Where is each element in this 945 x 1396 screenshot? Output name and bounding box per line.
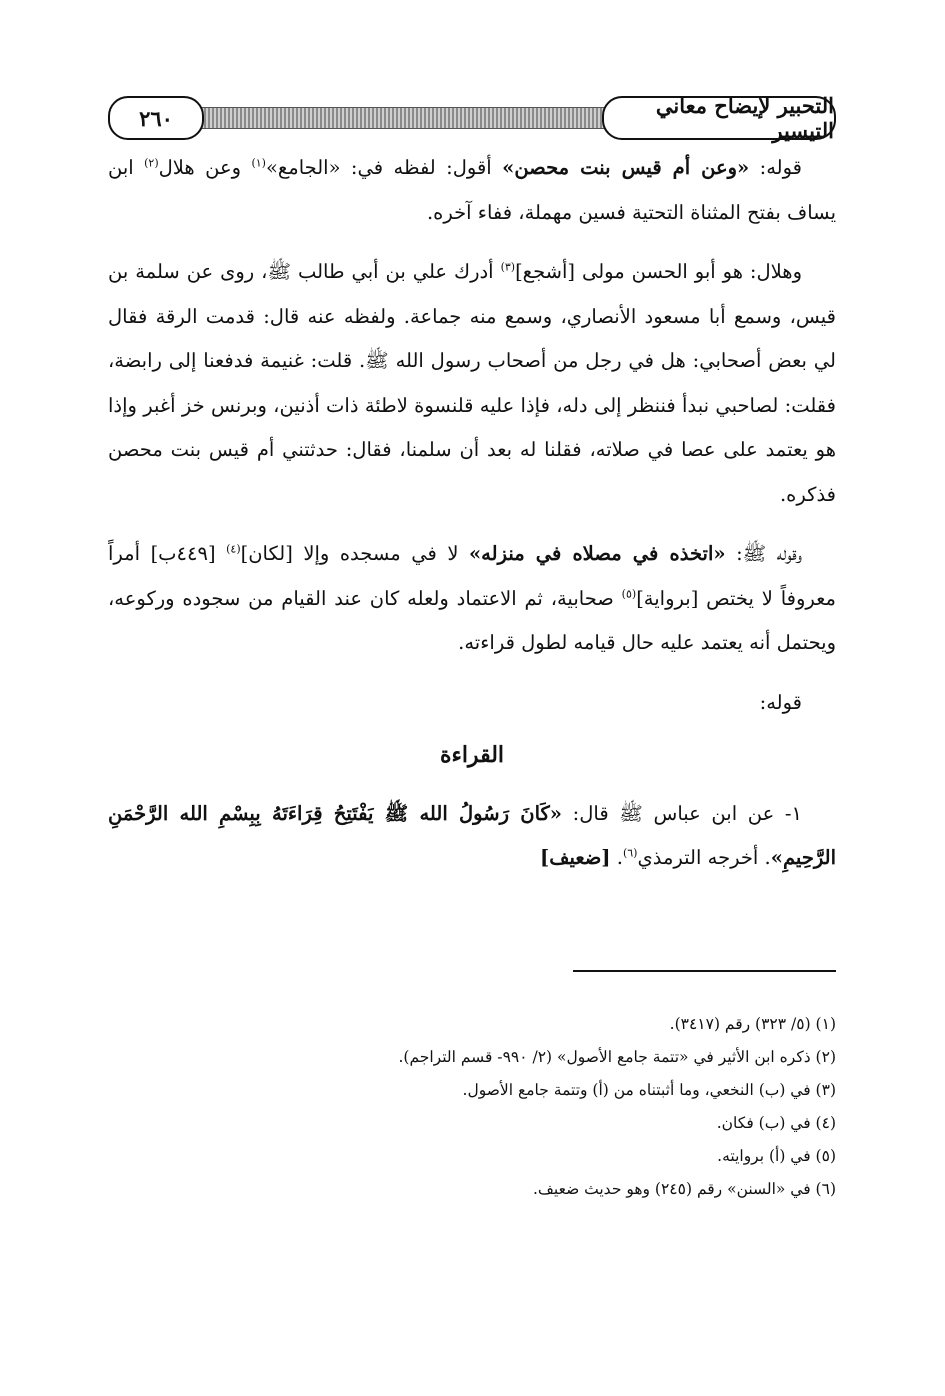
footnote-1: (١) (٥/ ٣٢٣) رقم (٣٤١٧). bbox=[669, 1015, 836, 1033]
footnote-ref-5[interactable]: (٥) bbox=[621, 587, 637, 600]
footnotes bbox=[108, 1008, 836, 1206]
footnote-6: (٦) في «السنن» رقم (٢٤٥) وهو حديث ضعيف. bbox=[532, 1180, 836, 1198]
p1-text-a: قوله: bbox=[749, 156, 803, 179]
footnote-4: (٤) في (ب) فكان. bbox=[716, 1114, 836, 1132]
p5-hadith-quote: «كَانَ رَسُولُ الله ﷺ يَفْتَتِحُ قِرَاءَتَهُ بِبِسْمِ الله الرَّحْمَنِ الرَّحِيمِ» bbox=[108, 801, 836, 869]
p3-text-d: [٤٤٩ب] أمراً معروفاً لا يختص [برواية] bbox=[108, 542, 836, 610]
header-decorative-band bbox=[188, 107, 666, 129]
section-title: القراءة bbox=[439, 742, 505, 768]
p1-text-c: أقول: لفظه في: «الجامع» bbox=[265, 156, 503, 179]
page-header bbox=[108, 93, 836, 143]
footnote-ref-3[interactable]: (٣) bbox=[500, 260, 516, 274]
paragraph-2 bbox=[108, 250, 836, 517]
page-number: ٢٦٠ bbox=[108, 96, 204, 140]
footnote-ref-2[interactable]: (٢) bbox=[144, 156, 159, 170]
p5-text-c: . أخرجه الترمذي bbox=[637, 846, 771, 869]
p3-quote: «اتخذه في مصلاه في منزله» bbox=[468, 542, 726, 565]
book-title: التحبير لإيضاح معاني التيسير bbox=[602, 96, 836, 140]
footnote-2: (٢) ذكره ابن الأثير في «تتمة جامع الأصول» (٢/ ٩٩٠- قسم التراجم). bbox=[398, 1048, 836, 1066]
p3-text-e: صحابية، ثم الاعتماد ولعله كان عند القيام من سجوده وركوعه، ويحتمل أنه يعتمد عليه حال قيامه لطول قراءته. bbox=[108, 586, 836, 654]
p5-text-a: ١- عن ابن عباس ﷺ قال: bbox=[561, 801, 802, 825]
p2-text-a: وهلال: هو أبو الحسن مولى [أشجع] bbox=[515, 260, 803, 283]
paragraph-4: قوله: bbox=[759, 690, 802, 714]
p5-text-d: . bbox=[610, 846, 623, 869]
p1-quote: «وعن أم قيس بنت محصن» bbox=[502, 156, 750, 179]
p2-text-b: أدرك علي بن أبي طالب ﷺ، روى عن سلمة بن قيس، وسمع أبا مسعود الأنصاري، وسمع منه جماعة. ولفظه عنه قال: قدمت الرقة فقال لي بعض أصحابي: هل في رجل من أصحاب رسول الله ﷺ. قلت: غنيمة فدفعنا إلى رابضة، فقلت: لصاحبي نبدأ فننظر إلى دله، فإذا عليه قلنسوة لاطئة ذات أذنين، وبرنس خز أغبر وإذا هو يعتمد على عصا في صلاته، فقلنا له بعد أن سلمنا، فقال: حدثتني أم قيس بنت محصن فذكره. bbox=[108, 260, 836, 506]
paragraph-1 bbox=[108, 146, 836, 235]
main-text bbox=[108, 146, 836, 896]
p1-text-e: ابن يساف بفتح المثناة التحتية فسين مهملة، ففاء آخره. bbox=[108, 156, 836, 224]
p3-text-c: لا في مسجده وإلا [لكان] bbox=[240, 542, 469, 565]
paragraph-5 bbox=[108, 792, 836, 881]
footnote-ref-6[interactable]: (٦) bbox=[622, 846, 638, 860]
paragraph-3 bbox=[108, 532, 836, 666]
footnote-5: (٥) في (أ) بروايته. bbox=[717, 1147, 836, 1165]
footnote-ref-1[interactable]: (١) bbox=[251, 156, 266, 170]
p3-text-a: وقوله ﷺ: bbox=[725, 542, 802, 565]
p1-text-d: وعن هلال bbox=[158, 156, 252, 179]
footnote-separator bbox=[573, 970, 836, 972]
footnote-ref-4[interactable]: (٤) bbox=[226, 542, 241, 556]
footnote-3: (٣) في (ب) النخعي، وما أثبتناه من (أ) وتتمة جامع الأصول. bbox=[462, 1081, 836, 1099]
hadith-grade: [ضعيف] bbox=[540, 846, 611, 869]
